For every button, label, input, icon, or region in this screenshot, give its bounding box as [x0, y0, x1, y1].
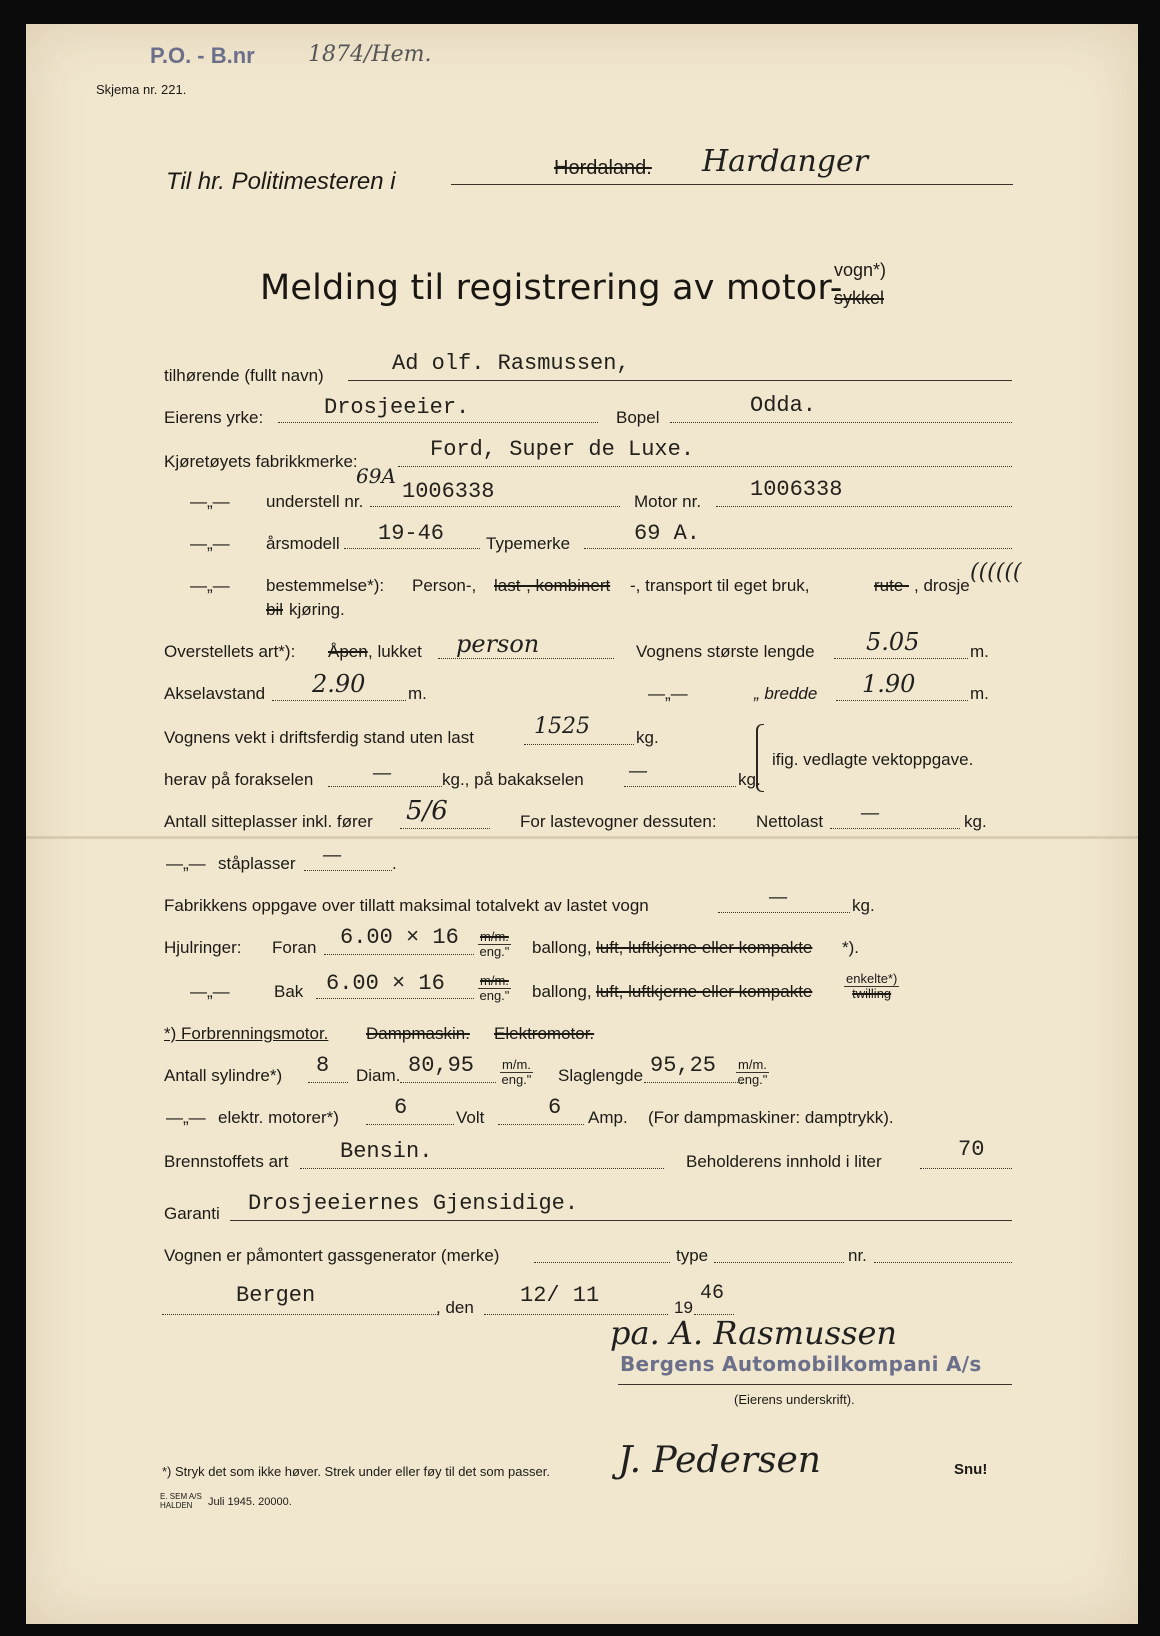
motor-line — [716, 506, 1012, 507]
body-written: person — [456, 630, 540, 658]
gas-generator-label: Vognen er påmontert gassgenerator (merke) — [164, 1246, 500, 1265]
guarantee-label: Garanti — [164, 1204, 220, 1223]
tires-front-line — [324, 954, 474, 955]
purpose-label: bestemmelse*): — [266, 576, 385, 595]
tires-front-struck: luft, luftkjerne eller kompakte — [596, 938, 813, 957]
tires-label: Hjulringer: — [164, 938, 242, 957]
form-number: Skjema nr. 221. — [96, 82, 187, 97]
guarantee-line — [230, 1220, 1012, 1221]
date-label: , den — [436, 1298, 474, 1317]
gas-type-line — [714, 1262, 844, 1263]
addressee-label: Til hr. Politimesteren i — [166, 168, 396, 195]
signature-line — [618, 1384, 1012, 1385]
motor: 1006338 — [750, 477, 843, 502]
net-load-value: — — [860, 800, 880, 824]
wheelbase-label: Akselavstand — [164, 684, 266, 703]
title-option-sykkel: sykkel — [834, 288, 885, 308]
body-label: Overstellets art*): — [164, 642, 296, 661]
front-axle-line — [328, 786, 442, 787]
wheelbase: 2.90 — [312, 670, 366, 698]
year-line — [344, 548, 480, 549]
gas-number-line — [874, 1262, 1012, 1263]
ditto-1: —„— — [190, 492, 230, 511]
front-axle-label: herav på forakselen — [164, 770, 314, 789]
tires-front-value: 6.00 × 16 — [340, 925, 459, 950]
body-line — [438, 658, 614, 659]
type: 69 A. — [634, 521, 701, 546]
combustion-engine: *) Forbrenningsmotor. — [164, 1024, 329, 1043]
tires-single-twin: enkelte*) twilling — [846, 971, 898, 1001]
fuel: Bensin. — [340, 1139, 433, 1164]
net-load-label: Nettolast — [756, 812, 824, 831]
body-struck-option: Åpen — [328, 642, 368, 661]
electric-motors-label: elektr. motorer*) — [218, 1108, 339, 1127]
company-stamp: Bergens Automobilkompani A/s — [620, 1352, 982, 1376]
guarantee: Drosjeeiernes Gjensidige. — [248, 1191, 579, 1216]
electric-motors-line — [366, 1124, 454, 1125]
ditto-electric: —„— — [166, 1108, 206, 1127]
diam: 80,95 — [408, 1053, 475, 1078]
trucks-label: For lastevogner dessuten: — [520, 812, 717, 831]
length: 5.05 — [866, 628, 920, 656]
rear-axle-label: kg., på bakakselen — [442, 770, 584, 789]
occupation-label: Eierens yrke: — [164, 408, 264, 427]
occupation: Drosjeeier. — [324, 395, 470, 420]
gas-generator-line — [534, 1262, 670, 1263]
type-line — [584, 548, 1012, 549]
owner-signature: pa. A. Rasmussen — [610, 1314, 898, 1352]
signature-caption: (Eierens underskrift). — [734, 1392, 855, 1407]
purpose-mark: (((((( — [970, 560, 1022, 585]
seats-value: 5/6 — [406, 796, 448, 826]
fold-line — [26, 836, 1138, 839]
tank-line — [920, 1168, 1012, 1169]
weight-label: Vognens vekt i driftsferdig stand uten last — [164, 728, 474, 747]
length-line — [834, 658, 968, 659]
purpose-drosje: , drosje — [914, 576, 970, 595]
occupation-line — [278, 422, 598, 423]
purpose-struck-1: last-, kombinert — [494, 576, 611, 595]
owner-name: Ad olf. Rasmussen, — [392, 351, 630, 376]
cylinders-label: Antall sylindre*) — [164, 1066, 283, 1085]
weight-brace — [756, 724, 764, 792]
stroke-line — [644, 1082, 744, 1083]
standing-line — [304, 870, 392, 871]
tires-rear-label: Bak — [274, 982, 304, 1001]
diam-line — [400, 1082, 496, 1083]
tires-rear-line — [316, 998, 474, 999]
weight-value: 1525 — [534, 714, 590, 739]
make-label: Kjøretøyets fabrikkmerke: — [164, 452, 358, 471]
wheelbase-unit: m. — [408, 684, 427, 703]
owner-name-line — [348, 380, 1012, 381]
max-weight-line — [718, 912, 850, 913]
po-label: P.O. - B.nr — [150, 43, 255, 68]
purpose-person: Person-, — [412, 576, 477, 595]
residence: Odda. — [750, 393, 817, 418]
seats-label: Antall sitteplasser inkl. fører — [164, 812, 373, 831]
make: Ford, Super de Luxe. — [430, 437, 695, 462]
tires-rear-value: 6.00 × 16 — [326, 971, 445, 996]
purpose-end: kjøring. — [289, 600, 345, 619]
footer-note: *) Stryk det som ikke høver. Strek under eller føy til det som passer. — [162, 1464, 550, 1479]
tires-rear-struck: luft, luftkjerne eller kompakte — [596, 982, 813, 1001]
ditto-standing: —„— — [166, 854, 206, 873]
cylinders-line — [308, 1082, 348, 1083]
tires-front-unit: m/m. eng." — [479, 929, 510, 959]
ditto-2: —„— — [190, 534, 230, 553]
length-unit: m. — [970, 642, 989, 661]
stroke-label: Slaglengde — [558, 1066, 644, 1085]
second-signature: J. Pedersen — [618, 1440, 821, 1481]
year-label: årsmodell — [266, 534, 340, 553]
volt: 6 — [548, 1095, 562, 1120]
owner-name-label: tilhørende (fullt navn) — [164, 366, 324, 385]
year-prefix: 19 — [674, 1298, 693, 1317]
weight-line — [524, 744, 634, 745]
chassis: 1006338 — [402, 479, 495, 504]
ditto-width: —„— — [648, 684, 688, 703]
tires-front-balloon: ballong, — [532, 938, 592, 957]
print-info: Juli 1945. 20000. — [208, 1496, 292, 1508]
weight-note: ifig. vedlagte vektoppgave. — [772, 750, 974, 769]
cylinders: 8 — [316, 1053, 330, 1078]
tires-rear-balloon: ballong, — [532, 982, 592, 1001]
written-place: Hardanger — [702, 144, 869, 179]
width-line — [836, 700, 968, 701]
type-label: Typemerke — [486, 534, 571, 553]
weight-unit: kg. — [636, 728, 659, 747]
steam-engine: Dampmaskin. — [366, 1024, 470, 1043]
width-unit: m. — [970, 684, 989, 703]
motor-label: Motor nr. — [634, 492, 702, 511]
addressee-line — [451, 184, 1013, 185]
place: Bergen — [236, 1283, 316, 1308]
width: 1.90 — [862, 670, 916, 698]
tires-front-label: Foran — [272, 938, 317, 957]
gas-number-label: nr. — [848, 1246, 867, 1265]
tires-front-end: *). — [842, 938, 859, 957]
title-option-vogn: vogn*) — [834, 260, 887, 280]
net-load-unit: kg. — [964, 812, 987, 831]
chassis-label: understell nr. — [266, 492, 364, 511]
rear-axle-unit: kg. — [738, 770, 761, 789]
make-line — [398, 466, 1012, 467]
amp-label: Amp. — [588, 1108, 628, 1127]
printer-mark: E. SEM A/S HALDEN — [160, 1492, 202, 1510]
residence-label: Bopel — [616, 408, 660, 427]
date: 12/ 11 — [520, 1283, 600, 1308]
diam-label: Diam. — [356, 1066, 401, 1085]
fuel-line — [300, 1168, 664, 1169]
net-load-line — [830, 828, 960, 829]
chassis-prefix: 69A — [356, 464, 396, 488]
tank-label: Beholderens innhold i liter — [686, 1152, 882, 1171]
front-axle-value: — — [372, 760, 392, 784]
electric-motors: 6 — [394, 1095, 408, 1120]
diam-unit: m/m. eng." — [501, 1057, 532, 1087]
rear-axle-line — [624, 786, 736, 787]
stroke-unit: m/m. eng." — [737, 1057, 768, 1087]
fuel-label: Brennstoffets art — [164, 1152, 289, 1171]
purpose-mid: -, transport til eget bruk, — [630, 576, 810, 595]
purpose-struck-2: rute- — [874, 576, 909, 595]
max-weight-unit: kg. — [852, 896, 875, 915]
printed-place: Hordaland. — [554, 157, 652, 179]
body-option-closed: , lukket — [368, 642, 422, 661]
tank: 70 — [958, 1137, 985, 1162]
form-page — [26, 24, 1138, 1624]
residence-line — [670, 422, 1012, 423]
ditto-rear-tires: —„— — [190, 982, 230, 1001]
max-weight-label: Fabrikkens oppgave over tillatt maksimal totalvekt av lastet vogn — [164, 896, 649, 915]
standing-label: ståplasser — [218, 854, 296, 873]
width-label: „ bredde — [754, 684, 818, 703]
wheelbase-line — [272, 700, 406, 701]
steam-note: (For dampmaskiner: damptrykk). — [648, 1108, 894, 1127]
volt-label: Volt — [456, 1108, 485, 1127]
electric-engine: Elektromotor. — [494, 1024, 595, 1043]
ditto-3: —„— — [190, 576, 230, 595]
standing-value: — — [322, 842, 342, 866]
chassis-line — [370, 506, 620, 507]
year: 19-46 — [378, 521, 445, 546]
year-suffix: 46 — [700, 1282, 725, 1305]
gas-type-label: type — [676, 1246, 709, 1265]
place-line — [162, 1314, 438, 1315]
max-weight-value: — — [768, 884, 788, 908]
volt-line — [498, 1124, 584, 1125]
po-number: 1874/Hem. — [308, 42, 432, 67]
rear-axle-value: — — [628, 758, 648, 782]
length-label: Vognens største lengde — [636, 642, 815, 661]
purpose-struck-3: bil — [266, 600, 284, 619]
seats-line — [400, 828, 490, 829]
turn-page: Snu! — [954, 1461, 988, 1478]
tires-rear-unit: m/m. eng." — [479, 973, 510, 1003]
standing-end: . — [392, 854, 397, 873]
page-title: Melding til registrering av motor- — [260, 268, 843, 308]
stroke: 95,25 — [650, 1053, 717, 1078]
